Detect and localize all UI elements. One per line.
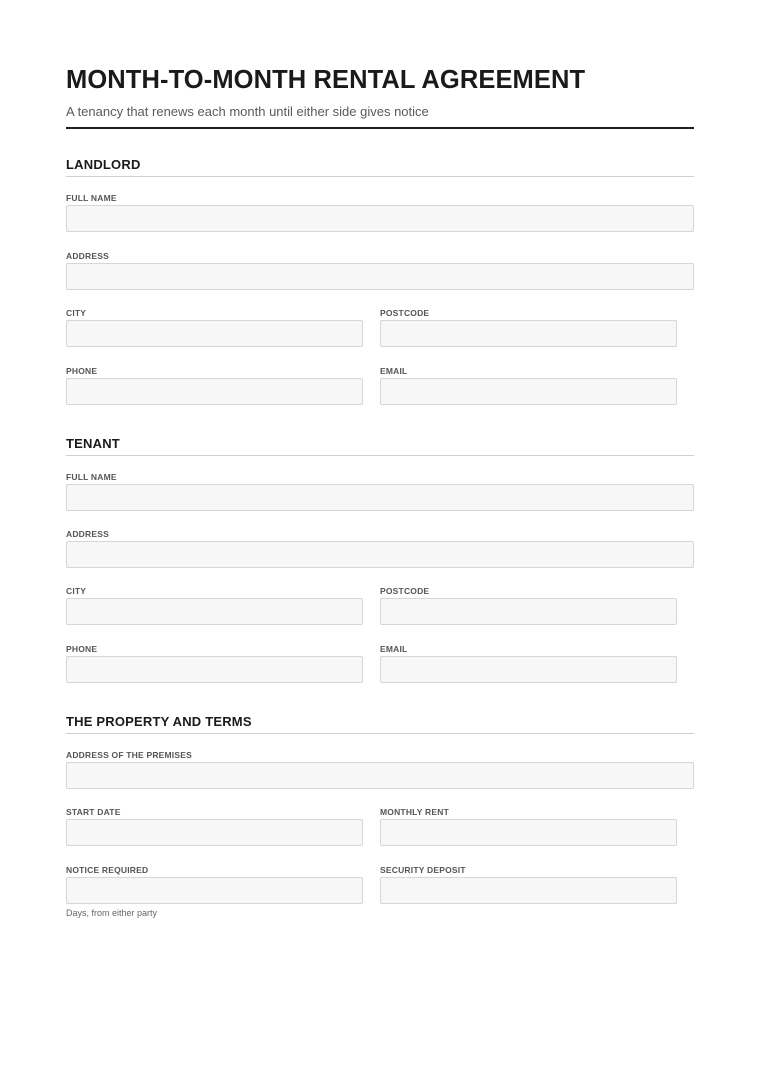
tenant-address-label: ADDRESS	[66, 529, 109, 539]
monthly-rent-label: MONTHLY RENT	[380, 807, 449, 817]
tenant-phone-input[interactable]	[66, 656, 363, 683]
start-date-input[interactable]	[66, 819, 363, 846]
page-subtitle: A tenancy that renews each month until either side gives notice	[66, 104, 429, 119]
security-deposit-input[interactable]	[380, 877, 677, 904]
landlord-phone-input[interactable]	[66, 378, 363, 405]
landlord-address-input[interactable]	[66, 263, 694, 290]
tenant-postcode-input[interactable]	[380, 598, 677, 625]
notice-required-help: Days, from either party	[66, 908, 158, 918]
landlord-email-input[interactable]	[380, 378, 677, 405]
security-deposit-label: SECURITY DEPOSIT	[380, 865, 466, 875]
landlord-full-name-label: FULL NAME	[66, 193, 117, 203]
tenant-full-name-label: FULL NAME	[66, 472, 117, 482]
tenant-city-label: CITY	[66, 586, 87, 596]
tenant-phone-label: PHONE	[66, 644, 98, 654]
tenant-postcode-label: POSTCODE	[380, 586, 430, 596]
property-divider	[66, 733, 694, 734]
tenant-address-input[interactable]	[66, 541, 694, 568]
tenant-full-name-input[interactable]	[66, 484, 694, 511]
landlord-address-label: ADDRESS	[66, 251, 109, 261]
title-divider	[66, 127, 694, 129]
monthly-rent-input[interactable]	[380, 819, 677, 846]
tenant-email-input[interactable]	[380, 656, 677, 683]
tenant-heading: TENANT	[66, 436, 120, 451]
notice-required-label: NOTICE REQUIRED	[66, 865, 149, 875]
landlord-email-label: EMAIL	[380, 366, 408, 376]
premises-address-input[interactable]	[66, 762, 694, 789]
landlord-phone-label: PHONE	[66, 366, 98, 376]
tenant-city-input[interactable]	[66, 598, 363, 625]
premises-address-label: ADDRESS OF THE PREMISES	[66, 750, 192, 760]
property-heading: THE PROPERTY AND TERMS	[66, 714, 252, 729]
start-date-label: START DATE	[66, 807, 121, 817]
tenant-email-label: EMAIL	[380, 644, 408, 654]
landlord-city-input[interactable]	[66, 320, 363, 347]
tenant-divider	[66, 455, 694, 456]
landlord-divider	[66, 176, 694, 177]
landlord-city-label: CITY	[66, 308, 87, 318]
page-title: MONTH-TO-MONTH RENTAL AGREEMENT	[66, 66, 586, 94]
landlord-postcode-label: POSTCODE	[380, 308, 430, 318]
notice-required-input[interactable]	[66, 877, 363, 904]
landlord-full-name-input[interactable]	[66, 205, 694, 232]
landlord-postcode-input[interactable]	[380, 320, 677, 347]
landlord-heading: LANDLORD	[66, 157, 141, 172]
